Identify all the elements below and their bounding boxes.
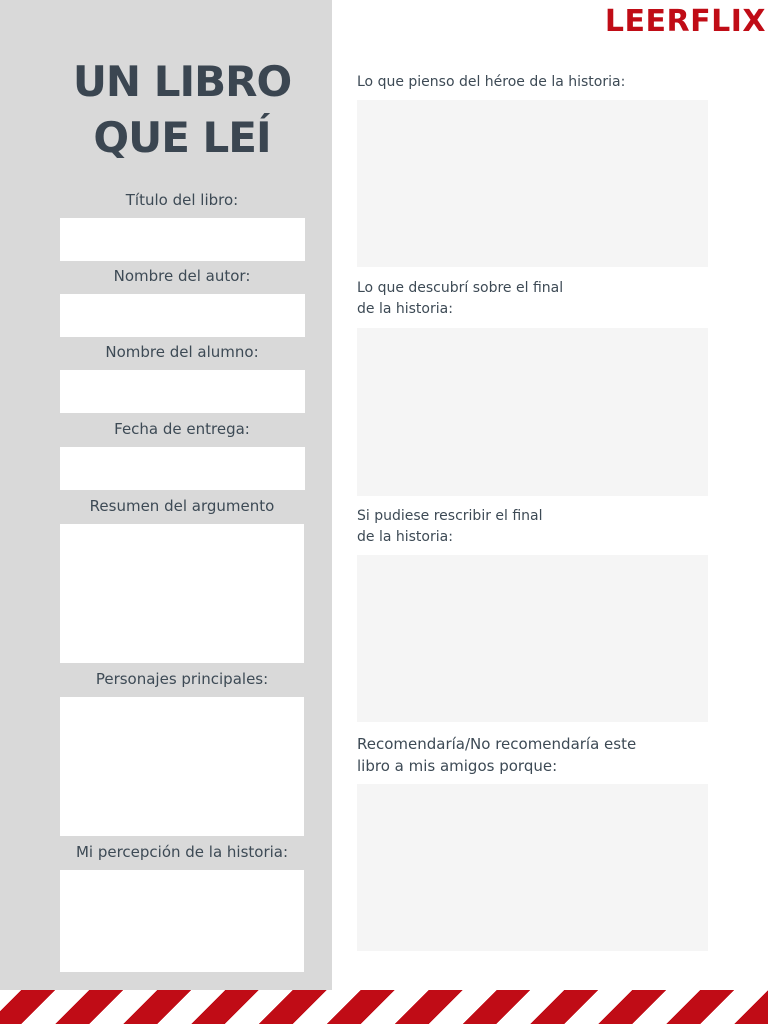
story-perception-label: Mi percepción de la historia: xyxy=(75,843,289,861)
student-name-label: Nombre del alumno: xyxy=(105,343,259,361)
student-name-field[interactable] xyxy=(60,370,305,413)
ending-discovery-label: Lo que descubrí sobre el final de la historia: xyxy=(357,280,564,317)
recommendation-field[interactable] xyxy=(357,784,708,951)
recommendation-label: Recomendaría/No recomendaría este libro a mis amigos porque: xyxy=(357,735,637,775)
page-title-line-1: UN LIBRO xyxy=(72,57,292,106)
plot-summary-field[interactable] xyxy=(60,524,304,663)
hero-opinion-field[interactable] xyxy=(357,100,708,267)
story-perception-field[interactable] xyxy=(60,870,304,972)
rewrite-ending-label: Si pudiese rescribir el final de la historia: xyxy=(357,508,543,545)
due-date-label: Fecha de entrega: xyxy=(114,420,250,438)
book-title-label: Título del libro: xyxy=(125,191,239,209)
plot-summary-label: Resumen del argumento xyxy=(89,497,275,515)
author-name-field[interactable] xyxy=(60,294,305,337)
author-name-label: Nombre del autor: xyxy=(113,267,251,285)
main-characters-label: Personajes principales: xyxy=(95,670,269,688)
ending-discovery-field[interactable] xyxy=(357,328,708,496)
hero-opinion-label: Lo que pienso del héroe de la historia: xyxy=(357,74,626,90)
rewrite-ending-field[interactable] xyxy=(357,555,708,722)
striped-footer-border xyxy=(0,990,768,1024)
due-date-field[interactable] xyxy=(60,447,305,490)
page-title xyxy=(0,54,364,166)
main-characters-field[interactable] xyxy=(60,697,304,836)
brand-logo: LEERFLIX xyxy=(604,4,766,39)
page-title-line-2: QUE LEÍ xyxy=(93,113,271,162)
book-title-field[interactable] xyxy=(60,218,305,261)
